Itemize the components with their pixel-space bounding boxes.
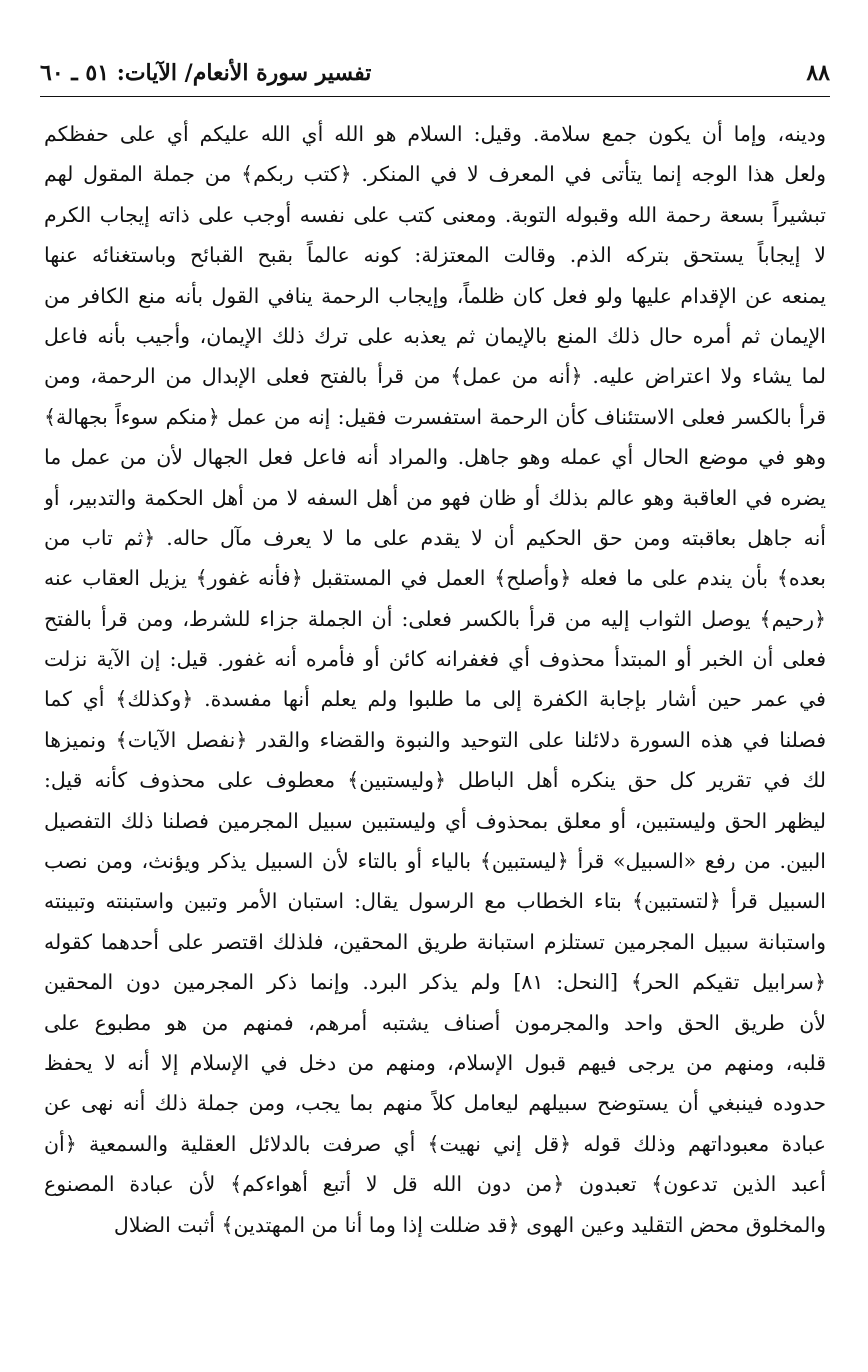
text-line: يضره في العاقبة وهو عالم بذلك أو ظان فهو من أهل السفه لا من أهل الحكمة والتدبير، أو <box>44 485 826 510</box>
text-line: يمنعه عن الإقدام عليها ولو فعل كان ظلماً، وإيجاب الرحمة ينافي القول بأنه منع الكافر من <box>44 283 826 308</box>
header-rule <box>40 96 830 97</box>
text-line: عبادة معبوداتهم وذلك قوله ﴿قل إني نهيت﴾ أي صرفت بالدلائل العقلية والسمعية ﴿أن <box>44 1131 826 1156</box>
text-line: والمخلوق محض التقليد وعين الهوى ﴿قد ضللت إذا وما أنا من المهتدين﴾ أثبت الضلال <box>113 1212 826 1237</box>
page-header <box>40 60 830 96</box>
text-line: في عمر حين أشار بإجابة الكفرة إلى ما طلبوا ولم يعلم أنها مفسدة. ﴿وكذلك﴾ أي كما <box>44 687 826 712</box>
text-line: ليظهر الحق وليستبين، أو معلق بمحذوف أي وليستبين سبيل المجرمين فصلنا ذلك التفصيل <box>44 808 826 833</box>
text-line: ﴿سرابيل تقيكم الحر﴾ [النحل: ٨١] ولم يذكر البرد. وإنما ذكر المجرمين دون المحقين <box>44 970 826 995</box>
text-line: تبشيراً بسعة رحمة الله وقبوله التوبة. ومعنى كتب على نفسه أوجب على ذاته إيجاب الكرم <box>44 202 826 227</box>
text-line: فعلى أن الخبر أو المبتدأ محذوف أي فغفرانه كائن أو فأمره أنه غفور. قيل: إن الآية نزلت <box>44 647 826 672</box>
text-line: فصلنا في هذه السورة دلائلنا على التوحيد والنبوة والقضاء والقدر ﴿نفصل الآيات﴾ ونميزها <box>44 727 826 752</box>
text-line: ودينه، وإما أن يكون جمع سلامة. وقيل: السلام هو الله أي الله عليكم أي على حفظكم <box>44 122 826 146</box>
text-line: الإيمان ثم أمره حال ذلك المنع بالإيمان ثم يعذبه على ترك ذلك الإيمان، وأجيب بأنه فاعل <box>44 323 826 348</box>
page-number: ٨٨ <box>806 60 830 86</box>
text-line: السبيل قرأ ﴿لتستبين﴾ بتاء الخطاب مع الرسول يقال: استبان الأمر وتبين واستبنته وتبينته <box>44 889 826 914</box>
text-line: لا إيجاباً يستحق بتركه الذم. وقالت المعتزلة: كونه عالماً بقبح القبائح وباستغنائه عنها <box>44 243 826 268</box>
tafsir-body-text <box>44 114 826 1245</box>
running-title: تفسير سورة الأنعام/ الآيات: ٥١ ـ ٦٠ <box>40 60 372 86</box>
text-line: واستبانة سبيل المجرمين تستلزم استبانة طريق المحقين، فلذلك اقتصر على أحدهما كقوله <box>44 929 826 954</box>
text-line: لأن طريق الحق واحد والمجرمون أصناف يشتبه أمرهم، فمنهم من هو مطبوع على <box>44 1010 826 1035</box>
text-line: وهو في موضع الحال أي عمله وهو جاهل. والمراد أنه فاعل فعل الجهال لأن من عمل ما <box>44 445 826 470</box>
text-line: أنه جاهل بعاقبته ومن حق الحكيم أن لا يقدم على ما لا يعرف مآل حاله. ﴿ثم تاب من <box>44 525 826 550</box>
text-line: أعبد الذين تدعون﴾ تعبدون ﴿من دون الله قل لا أتبع أهواءكم﴾ لأن عبادة المصنوع <box>44 1172 826 1197</box>
text-line: البين. من رفع «السبيل» قرأ ﴿ليستبين﴾ بالياء أو بالتاء لأن السبيل يذكر ويؤنث، ومن نصب <box>44 849 826 874</box>
text-line: حدوده فينبغي أن يستوضح سبيلهم ليعامل كلاً منهم بما يجب، ومن جملة ذلك أنه نهى عن <box>44 1091 826 1116</box>
text-line: ﴿رحيم﴾ يوصل الثواب إليه من قرأ بالكسر فعلى: أن الجملة جزاء للشرط، ومن قرأ بالفتح <box>44 606 826 631</box>
text-line: قلبه، ومنهم من يرجى فيهم قبول الإسلام، ومنهم من دخل في الإسلام إلا أنه لا يحفظ <box>44 1050 826 1075</box>
text-line: قرأ بالكسر فعلى الاستئناف كأن الرحمة استفسرت فقيل: إنه من عمل ﴿منكم سوءاً بجهالة﴾ <box>44 404 826 429</box>
text-line: ولعل هذا الوجه إنما يتأتى في المعرف لا في المنكر. ﴿كتب ربكم﴾ من جملة المقول لهم <box>44 162 826 187</box>
text-line: لك في تقرير كل حق ينكره أهل الباطل ﴿وليستبين﴾ معطوف على محذوف كأنه قيل: <box>44 768 826 793</box>
text-line: بعده﴾ بأن يندم على ما فعله ﴿وأصلح﴾ العمل في المستقبل ﴿فأنه غفور﴾ يزيل العقاب عنه <box>44 566 826 591</box>
text-line: لما يشاء ولا اعتراض عليه. ﴿أنه من عمل﴾ من قرأ بالفتح فعلى الإبدال من الرحمة، ومن <box>44 364 826 389</box>
